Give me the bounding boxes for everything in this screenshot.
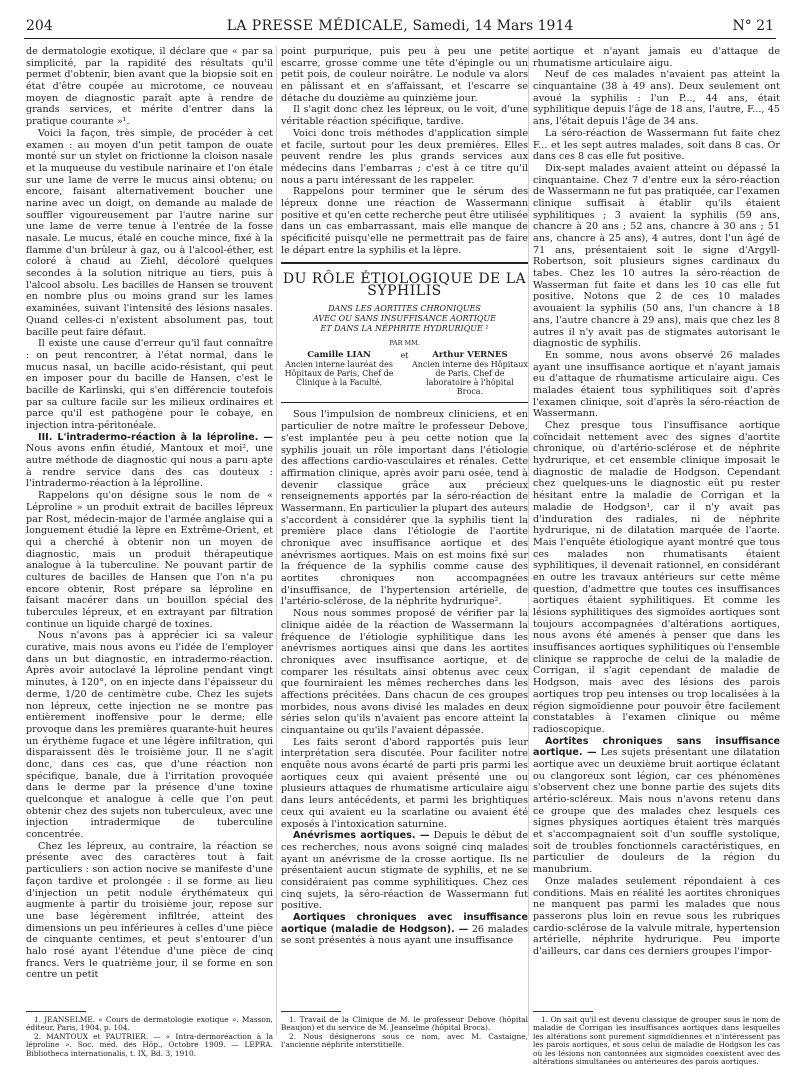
footnote: 1. JEANSELME. « Cours de dermatologie exotique ». Masson, éditeur, Paris, 1904, p. 104. xyxy=(26,1015,273,1033)
journal-title xyxy=(24,18,776,34)
paragraph: Nous nous sommes proposé de vérifier par la clinique aidée de la réaction de Wassermann la fréquence de l'étiologie syphilitique dans les anévrismes aortiques ainsi que dans les aortites chroniques avec insuffisance aortique, et de comparer les résultats ainsi obtenus avec ceux que fourniraient les mêmes recherches dans les affections précitées. Dans chacun de ces groupes morbides, nous avons divisé les malades en deux séries selon qu'ils n'avaient pas encore atteint la cinquantaine ou qu'ils l'avaient dépassée. xyxy=(281,608,528,736)
footnote: 2. MANTOUX et PAUTRIER. — « Intra-dermoréaction à la léproline ». Soc. méd. des Hôp., Octobre 1909. — LEPRA. Bibliotheca internationalis, t. IX, Bd. 3, 1910. xyxy=(26,1031,273,1058)
paragraph: de dermatologie exotique, il déclare que « par sa simplicité, par la rapidité des résultats qu'il permet d'obtenir, bien avant que la biopsie soit en état d'être coupée au microtome, ce nouveau moyen de diagnostic paraît apte à rendre de grands services, et mérite d'entrer dans la pratique courante »¹. xyxy=(26,46,273,128)
paragraph: Les faits seront d'abord rapportés puis leur interprétation sera discutée. Pour faciliter notre enquête nous avons écarté de parti pris parmi les aortiques ceux qui avaient présenté une ou plusieurs attaques de rhumatisme articulaire aigu dans leurs antécédents, et parmi les brightiques ceux qui avaient eu la scarlatine ou avaient été exposés à l'intoxication saturnine. xyxy=(281,736,528,830)
column-3 xyxy=(533,46,780,1011)
paragraph: Voici la façon, très simple, de procéder à cet examen : au moyen d'un petit tampon de ouate monté sur un stylet on frictionne la cloison nasale et la muqueuse du vestibule narinaire et l'on étale sur une lame de verre le mucus ainsi obtenu; ou encore, faisant alternativement boucher une narine avec un doigt, on demande au malade de souffler vigoureusement par l'autre narine sur une lame de verre tenue à l'entrée de la fosse nasale. Le mucus, étalé en couche mince, fixé à la flamme d'un brûleur à gaz, ou à l'alcool-éther, est coloré à chaud au Ziehl, décoloré quelques secondes à la solution nitrique au tiers, puis à l'alcool absolu. Les bacilles de Hansen se trouvent en nombre plus ou moins grand sur les lames examinées, suivant l'intensité des lésions nasales. Quand celles-ci n'existent absolument pas, tout bacille peut faire défaut. xyxy=(26,127,273,338)
section-heading: Aortiques chroniques avec insuffisance aortique (maladie de Hodgson). — xyxy=(281,912,528,935)
section-heading: Aortites chroniques sans insuffisance aortique. — xyxy=(533,735,780,759)
section-heading: III. L'intradermo-réaction à la léproline. — xyxy=(38,431,273,443)
paragraph-text: Nous avons enfin étudié, Mantoux et moi², une autre méthode de diagnostic qui nous a paru apte à rendre service dans des cas douteux : l'intradermo-réaction à la léprolline. xyxy=(26,443,273,490)
paragraph: Neuf de ces malades n'avaient pas atteint la cinquantaine (38 à 49 ans). Deux seulement ont avoué la syphilis : l'un P..., 44 ans, était syphilitique depuis l'âge de 18 ans, l'autre, F..., 45 ans, l'était depuis l'âge de 34 ans. xyxy=(533,69,780,128)
paragraph: Rappelons qu'on désigne sous le nom de « Léproline » un produit extrait de bacilles lépreux par Rost, médecin-major de l'armée anglaise qui a longuement étudié la lèpre en Extrême-Orient, et qui a cherché à obtenir non un moyen de diagnostic, mais un produit thérapeutique analogue à la tuberculine. Ne pouvant partir de cultures de bacilles de Hansen que l'on n'a pu encore obtenir, Rost prépare sa léproline en faisant macérer dans un bouillon spécial des tubercules lépreux, et en extrayant par filtration continue un liquide chargé de toxines. xyxy=(26,490,273,630)
paragraph xyxy=(281,830,528,912)
paragraph: Voici donc trois méthodes d'application simple et facile, surtout pour les deux premières. Elles peuvent rendre les plus grands services aux médecins dans l'embarras ; c'est à ce titre qu'il nous a paru intéressant de les rappeler. xyxy=(281,127,528,186)
paragraph: La séro-réaction de Wassermann fut faite chez F... et les sept autres malades, soit dans 8 cas. Or dans ces 8 cas elle fut positive. xyxy=(533,127,780,163)
column-1 xyxy=(26,46,273,1011)
paragraph xyxy=(26,432,273,490)
footnotes-column-2 xyxy=(281,1016,528,1050)
page-number: 204 xyxy=(26,18,53,34)
footnotes-column-1 xyxy=(26,1016,273,1058)
paragraph: Il existe une cause d'erreur qu'il faut connaître : on peut rencontrer, à l'état normal, dans le mucus nasal, un bacille acido-résistant, qui peut en imposer pour du bacille de Hansen, c'est le bacille de Karlinski, qui s'en différencie toutefois par sa culture facile sur les milieux ordinaires et parce qu'il est pathogène pour le cobaye, en injection intra-péritonéale. xyxy=(26,338,273,431)
footnotes-column-3 xyxy=(533,1016,780,1066)
footnote-rule xyxy=(281,1011,341,1012)
article-subtitle: AVEC OU SANS INSUFFISANCE AORTIQUE xyxy=(312,313,497,323)
authors xyxy=(281,351,528,396)
footnote: 1. On sait qu'il est devenu classique de grouper sous le nom de maladie de Corrigan les insuffisances aortiques dans lesquelles les altérations sont purement sigmoïdiennes et n'intéressent pas les parois aortiques, et sous celui de maladie de Hodgson les cas où les lésions non cantonnées aux sigmoïdes coexistent avec des altérations simultanées ou antérieures des parois aortiques. xyxy=(533,1015,780,1067)
section-heading: Anévrismes aortiques. — xyxy=(293,830,430,842)
article-subtitle: DANS LES AORTITES CHRONIQUES xyxy=(328,303,481,313)
paragraph: aortique et n'ayant jamais eu d'attaque de rhumatisme articulaire aigu. xyxy=(533,46,780,69)
column-2 xyxy=(281,46,528,1011)
paragraph: Il s'agit donc chez les lépreux, ou le voit, d'une véritable réaction spécifique, tardive. xyxy=(281,104,528,128)
footnote: 1. Travail de la Clinique de M. le professeur Debove (hôpital Beaujon) et du service de M. Jeanselme (hôpital Broca). xyxy=(281,1015,528,1033)
paragraph-text: 26 malades se sont présentés à nous ayant une insuffisance xyxy=(281,923,528,947)
article-title: DU RÔLE ÉTIOLOGIQUE DE LA SYPHILIS xyxy=(282,271,527,300)
paragraph: Sous l'impulsion de nombreux cliniciens, et en particulier de notre maître le professeur Debove, s'est implantée peu à peu cette notion que la syphilis jouait un rôle important dans l'étiologie des affections cardio-vasculaires et rénales. Cette affirmation clinique, après avoir paru osée, tend à devenir classique grâce aux précieux renseignements apportés par la séro-réaction de Wassermann. En particulier la plupart des auteurs s'accordent à considérer que la syphilis tient la première place dans l'étiologie de l'aortite chronique avec insuffisance aortique et des anévrismes aortiques. Mais on est moins fixé sur la fréquence de la syphilis comme cause des aortites chroniques non accompagnées d'insuffisance, de l'hypertension artérielle, de l'artério-sclérose, de la néphrite hydrurique². xyxy=(281,409,528,608)
author-name: Camille LIAN xyxy=(307,350,371,361)
author-title: Ancien interne des Hôpitaux de Paris. Chef de laboratoire à l'hôpital Broca. xyxy=(411,360,528,397)
paragraph: Nous n'avons pas à apprécier ici sa valeur curative, mais nous avons eu l'idée de l'employer dans un but diagnostic, en intradermo-réaction. Après avoir autoclavé la léproline pendant vingt minutes, à 120°, on en injecte dans l'épaisseur du derme, 1/20 de centimètre cube. Chez les sujets non lépreux, cette injection ne se montre pas entièrement inoffensive pour le derme; elle provoque dans les premières quarante-huit heures un érythème fugace et une légère infiltration, qui disparaissent dès le troisième jour. Il ne s'agit donc, dans ces cas, que d'une réaction non spécifique, banale, due à l'irritation provoquée dans le derme par la présence d'une toxine quelconque et analogue à celle que l'on peut obtenir chez des sujets non tuberculeux, avec une injection intradermique de tuberculine concentrée. xyxy=(26,630,273,841)
paragraph-text: Depuis le début de ces recherches, nous avons soigné cinq malades ayant un anévrisme de la crosse aortique. Ils ne présentaient aucun stigmate de syphilis, et ne se considéraient pas comme syphilitiques. Chez ces cinq sujets, la séro-réaction de Wassermann fut positive. xyxy=(281,830,528,912)
paragraph: Chez les lépreux, au contraire, la réaction se présente avec des caractères tout à fait particuliers : son action nocive se manifeste d'une façon tardive et prolongée : il se forme au lieu d'injection un petit nodule érythémateux qui augmente à partir du troisième jour, repose sur une base légèrement infiltrée, atteint des dimensions un peu inférieures à celles d'une pièce de cinquante centimes, et peut s'entourer d'un halo rosé ayant l'étendue d'une pièce de cinq francs. Vers le quatrième jour, il se forme en son centre un petit xyxy=(26,840,273,981)
author xyxy=(281,351,397,396)
footnote-rule xyxy=(26,1011,86,1012)
footnote: 2. Nous désignerons sous ce nom, avec M. Castaigne, l'ancienne néphrite interstitielle. xyxy=(281,1031,528,1050)
paragraph-text: Les sujets présentant une dilatation aortique avec un deuxième bruit aortique éclatant ou clangoreux sont légion, car ces phénomènes s'observent chez une bonne partie des sujets dits artério-scléreux. Mais nous n'avons retenu dans ce groupe que des malades chez lesquels ces signes physiques aortiques étaient très marqués et s'accompagnaient soit d'un souffle systolique, soit de troubles fonctionnels caractéristiques, en particulier de douleurs de la région du manubrium. xyxy=(533,747,780,876)
author-name: Arthur VERNES xyxy=(432,350,508,361)
author-conjunction: et xyxy=(400,351,409,361)
issue-date: Samedi, 14 Mars 1914 xyxy=(412,18,574,34)
byline-par: PAR MM. xyxy=(389,338,420,347)
column-divider xyxy=(528,46,529,1036)
paragraph: Dix-sept malades avaient atteint ou dépassé la cinquantaine. Chez 7 d'entre eux la séro-réaction de Wassermann ne fut pas pratiquée, car l'examen clinique suffisait à établir qu'ils étaient syphilitiques ; 3 avaient la syphilis (59 ans, chancre à 20 ans ; 52 ans, chancre à 30 ans ; 51 ans, chancre à 25 ans), 4 autres, dont l'un âgé de 71 ans, présentaient soit le signe d'Argyll-Robertson, soit plusieurs signes cardinaux du tabes. Chez les 10 autres la séro-réaction de Wasserman fut faite et dans les 10 cas elle fut positive. Notons que 2 de ces 10 malades avouaient la syphilis (50 ans, l'un chancre à 18 ans, l'autre chancre à 29 ans), mais que chez les 8 autres il n'y avait pas de stigmates autorisant le diagnostic de syphilis. xyxy=(533,162,780,350)
paragraph: Chez presque tous l'insuffisance aortique coïncidait nettement avec des signes d'aortite chronique, où d'artério-sclérose et de néphrite hydrurique, et cet ensemble clinique imposait le diagnostic de maladie de Hodgson. Cependant chez quelques-uns le diagnostic eût pu rester hésitant entre la maladie de Corrigan et la maladie de Hodgson¹, car il n'y avait pas d'induration des radiales, ni de néphrite hydrurique, ni de dilatation marquée de l'aorte. Mais l'enquête étiologique ayant montré que tous ces malades non rhumatisants étaient syphilitiques, il devenait rationnel, en considérant en outre les travaux antérieurs sur cette même question, d'admettre que toutes ces insuffisances aortiques étaient syphilitiques. Et comme les lésions syphilitiques des sigmoïdes aortiques sont toujours accompagnées d'altérations aortiques, nous avons été amenés à penser que dans les insuffisances aortiques syphilitiques où l'ensemble clinique se rapproche de celui de la maladie de Corrigan, il s'agit cependant de maladie de Hodgson, mais avec des lésions des parois aortiques trop peu intenses ou trop localisées à la région sigmoïdienne pour pouvoir être facilement constatables à l'examen clinique ou même radioscopique. xyxy=(533,420,780,735)
paragraph xyxy=(533,736,780,876)
paragraph: point purpurique, puis peu à peu une petite escarre, grosse comme une tête d'épingle ou un petit pois, de couleur noirâtre. Le nodule va alors en pâlissant et en s'affaissant, et l'escarre se détache du douzième au quinzième jour. xyxy=(281,46,528,104)
paragraph xyxy=(281,912,528,947)
author-title: Ancien interne lauréat des Hôpitaux de Paris, Chef de Clinique à la Faculté. xyxy=(284,360,394,388)
paragraph: Onze malades seulement répondaient à ces conditions. Mais en réalité les aortites chroniques ne manquent pas parmi les malades que nous passerons plus loin en revue sous les rubriques cardio-sclérose de la valvule mitrale, hypertension artérielle, néphrite hydrurique. Peu importe d'ailleurs, car dans ces derniers groupes l'impor- xyxy=(533,875,780,957)
article-header xyxy=(281,262,528,403)
paragraph: En somme, nous avons observé 26 malades ayant une insuffisance aortique et n'ayant jamais eu d'attaque de rhumatisme articulaire aigu. Ces malades étaient tous syphilitiques soit d'après l'examen clinique, soit d'après la séro-réaction de Wassermann. xyxy=(533,349,780,420)
author xyxy=(412,351,528,396)
footnote-rule xyxy=(533,1011,593,1012)
header-rule xyxy=(24,38,776,39)
page-header xyxy=(24,14,776,36)
issue-number: N° 21 xyxy=(732,18,774,34)
article-subtitle: ET DANS LA NÉPHRITE HYDRURIQUE ¹ xyxy=(320,323,489,333)
column-divider xyxy=(276,46,277,1036)
paragraph: Rappelons pour terminer que le sérum des lépreux donne une réaction de Wassermann positive et qu'en cette recherche peut être utilisée dans un cas embarrassant, mais elle manque de spécificité puisqu'elle ne permettrait pas de faire le départ entre la syphilis et la lèpre. xyxy=(281,186,528,256)
journal-name: LA PRESSE MÉDICALE, xyxy=(226,18,409,34)
